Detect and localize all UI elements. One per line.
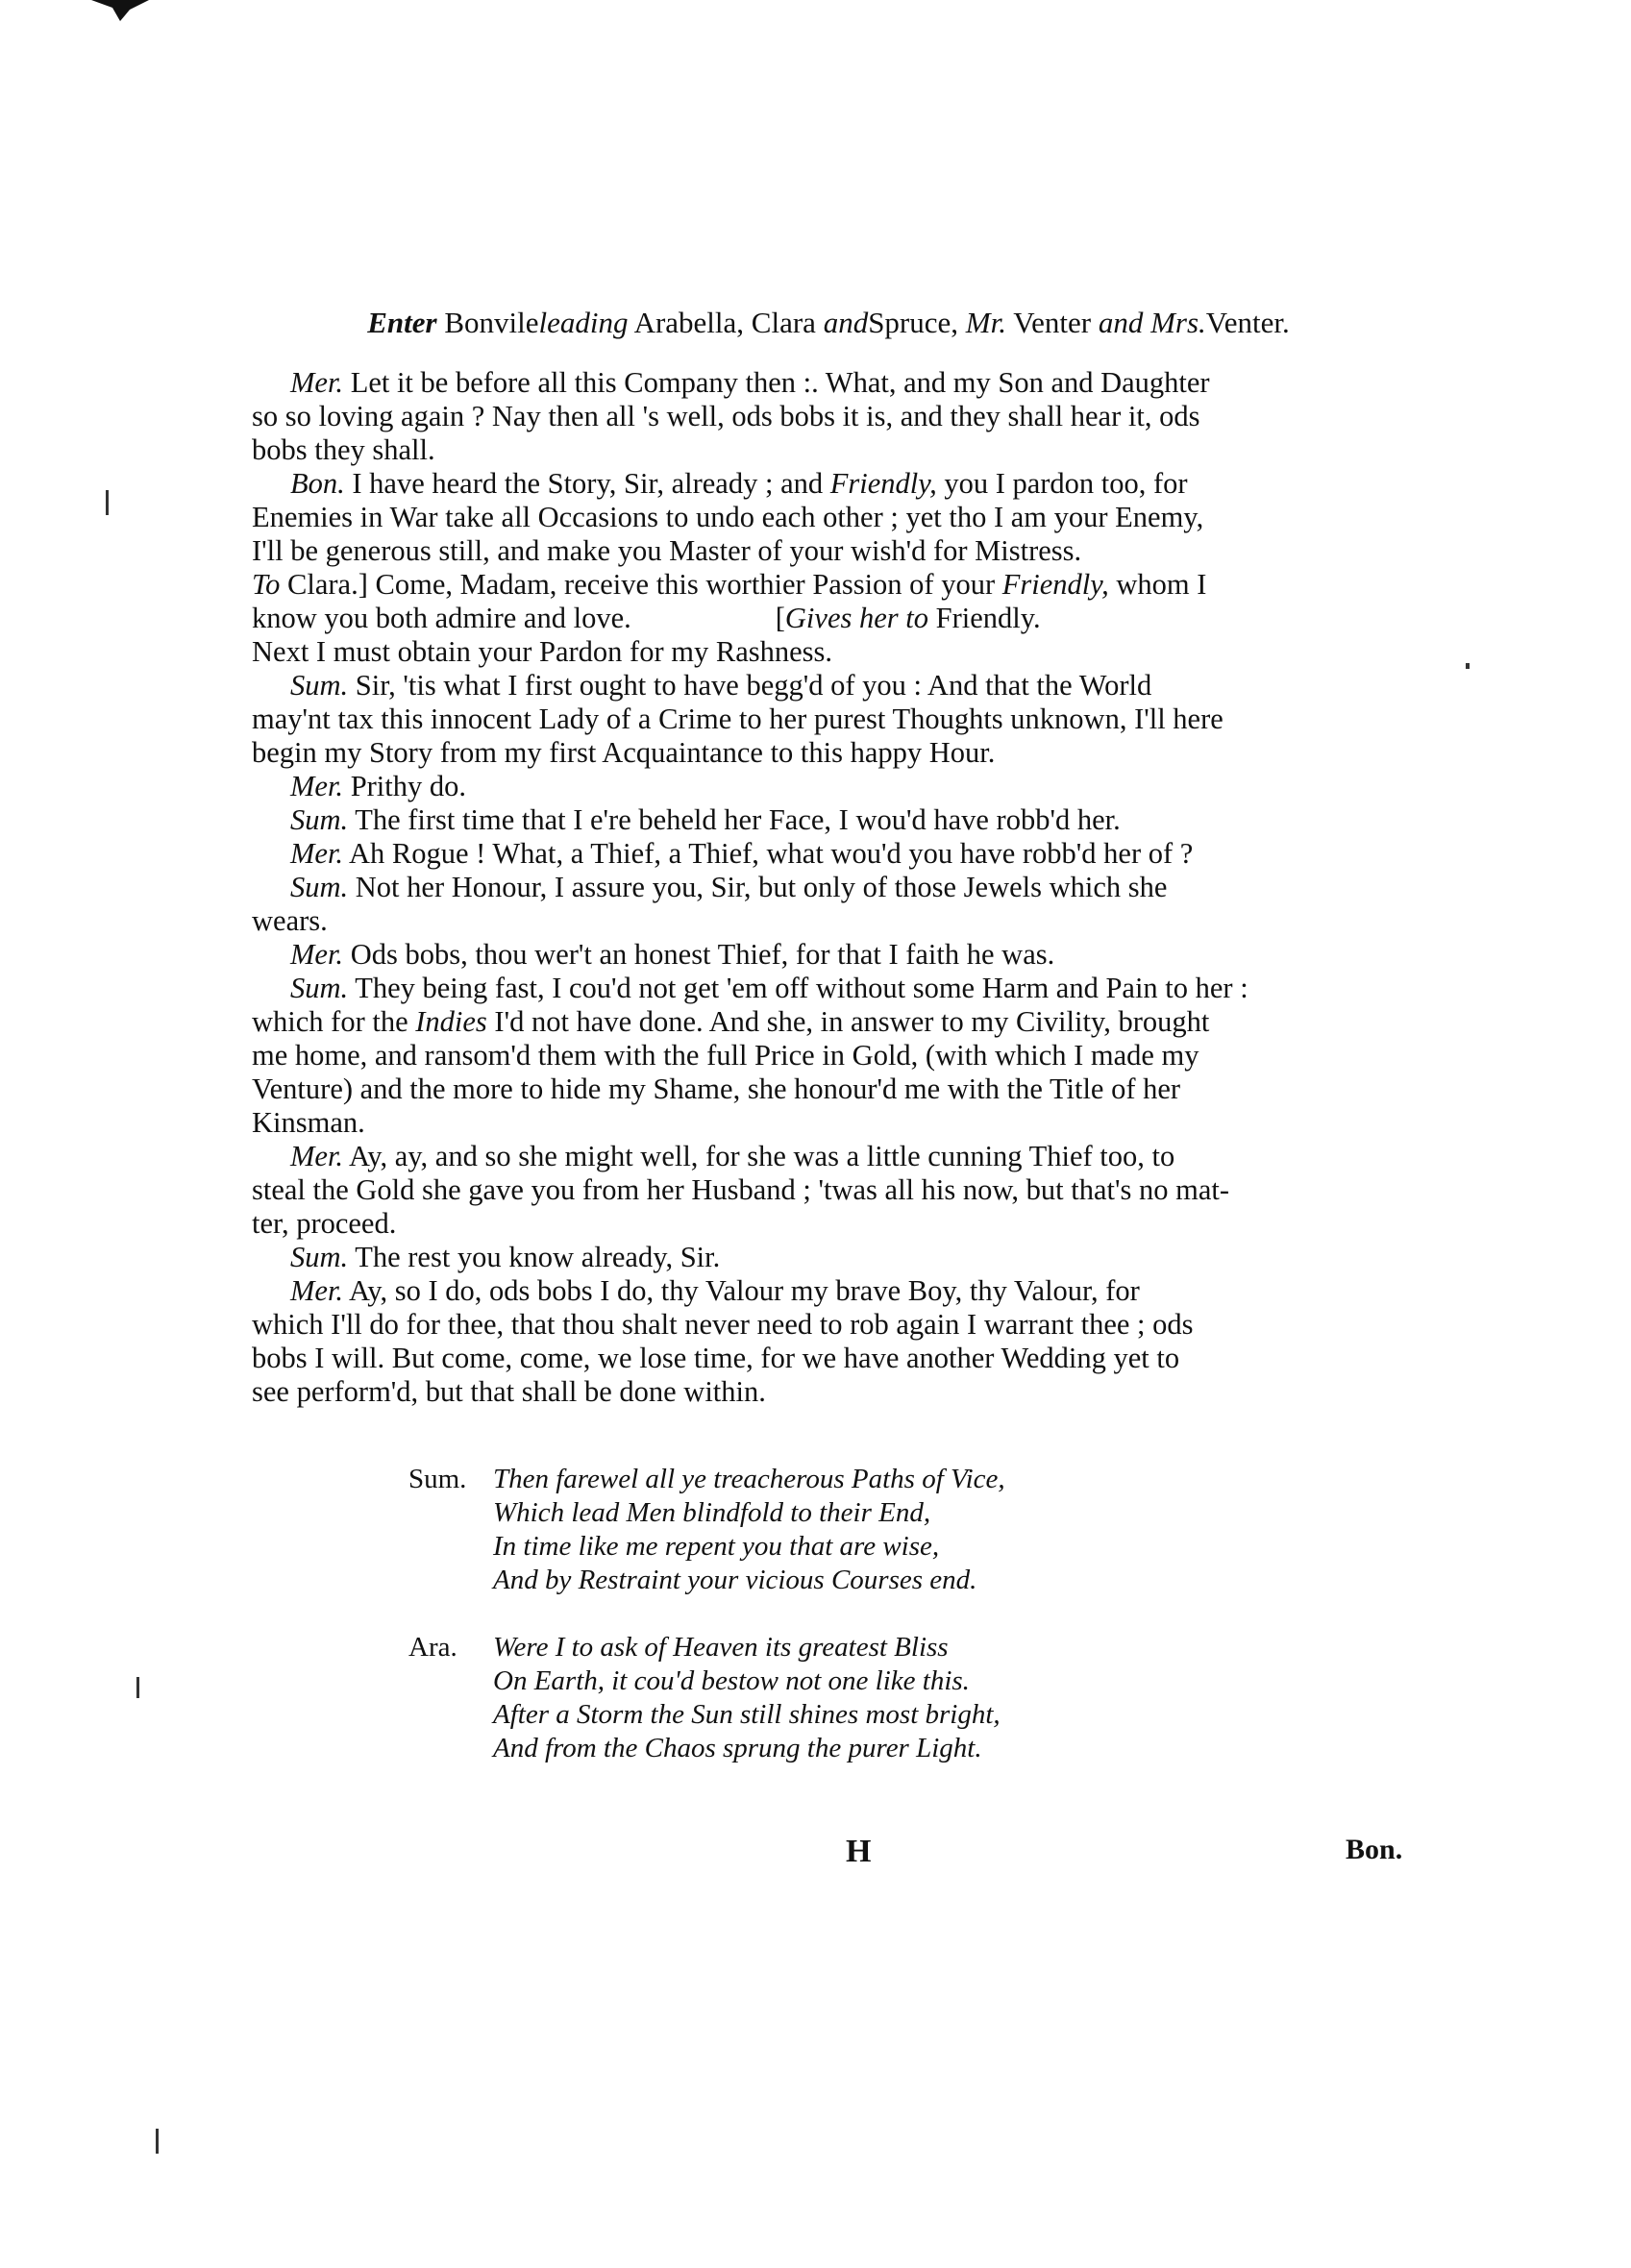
text-line [252, 501, 1405, 534]
text-line [252, 1375, 1405, 1409]
sd-mrs: Mrs. [1150, 306, 1206, 339]
speaker-label: Sum. [290, 972, 349, 1004]
stage-aside: Clara.] [280, 568, 368, 601]
verse-line: On Earth, it cou'd bestow not one like this. [493, 1665, 970, 1696]
text-line [252, 635, 1405, 669]
speech-text: Ay, ay, and so she might well, for she was a little cunning Thief too, to [343, 1140, 1175, 1172]
speech-text: I'll be generous still, and make you Master of your wish'd for Mistress. [252, 534, 1082, 567]
sd-leading: leading [538, 306, 629, 339]
speech-text: Ods bobs, thou wer't an honest Thief, for that I faith he was. [343, 938, 1055, 971]
text-line [252, 534, 1405, 568]
speech-text: Indies [415, 1005, 487, 1038]
sd-bonvile: Bonvile [444, 306, 539, 339]
sd-arabella: Arabella, [633, 306, 745, 339]
speaker-label: Mer. [290, 938, 344, 971]
text-line [252, 602, 1405, 635]
text-line [252, 1005, 1405, 1039]
text-line [252, 904, 1405, 938]
song-verse [493, 1463, 1166, 1597]
text-line [252, 1072, 1405, 1106]
sd-spruce: Spruce, [868, 306, 959, 339]
text-line [252, 1106, 1405, 1140]
sd-and2: and [1098, 306, 1144, 339]
sd-enter: Enter [367, 306, 437, 339]
text-line [252, 803, 1405, 837]
speech-text: wears. [252, 904, 328, 937]
speaker-label: Sum. [290, 1241, 349, 1273]
text-line [252, 1173, 1405, 1207]
stage-aside: [ [775, 602, 785, 634]
text-line [252, 1039, 1405, 1072]
speech-text: which for the [252, 1005, 416, 1038]
stage-aside: Gives her to [784, 602, 928, 634]
speaker-label: Sum. [290, 669, 349, 702]
speech-text: so so loving again ? Nay then all 's well, ods bobs it is, and they shall hear it, ods [252, 400, 1200, 432]
speech-text: steal the Gold she gave you from her Husband ; 'twas all his now, but that's no mat- [252, 1173, 1230, 1206]
text-line [252, 669, 1405, 703]
text-line [252, 1241, 1405, 1274]
speech-text: may'nt tax this innocent Lady of a Crime to her purest Thoughts unknown, I'll here [252, 703, 1223, 735]
speech-text: Next I must obtain your Pardon for my Rashness. [252, 635, 832, 668]
speaker-label: Mer. [290, 366, 344, 399]
speech-text: know you both admire and love. [252, 602, 631, 634]
speech-text: Kinsman. [252, 1106, 365, 1139]
sd-and: and [823, 306, 869, 339]
catchword: Bon. [1346, 1834, 1403, 1865]
song-speaker: Sum. [408, 1464, 467, 1494]
speech-text: Ay, so I do, ods bobs I do, thy Valour my brave Boy, thy Valour, for [343, 1274, 1140, 1307]
speech-text: Let it be before all this Company then :. What, and my Son and Daughter [343, 366, 1210, 399]
text-line [252, 1342, 1405, 1375]
text-line [252, 433, 1405, 467]
sd-mr: Mr. [965, 306, 1006, 339]
text-line [252, 1140, 1405, 1173]
sd-venter2: Venter. [1205, 306, 1290, 339]
speech-text: see perform'd, but that shall be done within. [252, 1375, 766, 1408]
speech-text: They being fast, I cou'd not get 'em off without some Harm and Pain to her : [348, 972, 1248, 1004]
scan-speck [156, 2129, 159, 2154]
verse-line: And by Restraint your vicious Courses end. [493, 1565, 977, 1595]
text-line [252, 736, 1405, 770]
text-line [252, 938, 1405, 972]
speaker-label: Bon. [290, 467, 345, 500]
speaker-label: Sum. [290, 803, 349, 836]
speech-text: The rest you know already, Sir. [348, 1241, 721, 1273]
text-line [252, 400, 1405, 433]
text-line [252, 1207, 1405, 1241]
speech-text: which I'll do for thee, that thou shalt never need to rob again I warrant thee ; ods [252, 1308, 1194, 1341]
speaker-label: Sum. [290, 871, 349, 903]
stage-aside: Friendly. [927, 602, 1041, 634]
text-line [252, 770, 1405, 803]
corner-arrow-mark [91, 0, 149, 21]
play-text [252, 306, 1405, 1409]
speech-text: whom I [1108, 568, 1207, 601]
text-line [252, 837, 1405, 871]
text-line [252, 871, 1405, 904]
scan-speck [106, 490, 109, 515]
speech-text: The first time that I e're beheld her Face, I wou'd have robb'd her. [348, 803, 1121, 836]
text-line [252, 1274, 1405, 1308]
stage-aside: To [252, 568, 281, 601]
song-verse [493, 1631, 1166, 1765]
speech-text: me home, and ransom'd them with the full Price in Gold, (with which I made my [252, 1039, 1199, 1072]
scan-speck [1466, 663, 1470, 669]
speaker-label: Mer. [290, 837, 344, 870]
speech-text: Friendly, [829, 467, 937, 500]
speech-text: Enemies in War take all Occasions to undo each other ; yet tho I am your Enemy, [252, 501, 1204, 533]
speech-text: begin my Story from my first Acquaintance to this happy Hour. [252, 736, 996, 769]
speech-text: I have heard the Story, Sir, already ; and [344, 467, 830, 500]
text-line [252, 568, 1405, 602]
speech-text: Venture) and the more to hide my Shame, she honour'd me with the Title of her [252, 1072, 1181, 1105]
speech-text: I'd not have done. And she, in answer to my Civility, brought [486, 1005, 1210, 1038]
speech-text: Sir, 'tis what I first ought to have begg'd of you : And that the World [348, 669, 1152, 702]
text-line [252, 467, 1405, 501]
verse-line: In time like me repent you that are wise, [493, 1531, 940, 1562]
speech-text: you I pardon too, for [936, 467, 1188, 500]
speech-text: Come, Madam, receive this worthier Passion of your [367, 568, 1002, 601]
text-line [252, 972, 1405, 1005]
speech-text: ter, proceed. [252, 1207, 397, 1240]
speaker-label: Mer. [290, 1274, 344, 1307]
verse-line: Then farewel all ye treacherous Paths of Vice, [493, 1464, 1005, 1494]
speaker-label: Mer. [290, 1140, 344, 1172]
speech-text: bobs they shall. [252, 433, 435, 466]
song-speaker: Ara. [408, 1632, 457, 1663]
speaker-label: Mer. [290, 770, 344, 802]
sd-clara: Clara [751, 306, 816, 339]
verse-line: Which lead Men blindfold to their End, [493, 1497, 931, 1528]
text-line [252, 703, 1405, 736]
text-line [252, 366, 1405, 400]
scan-speck [136, 1677, 139, 1698]
sd-venter: Venter [1013, 306, 1092, 339]
speech-text: Prithy do. [343, 770, 467, 802]
speech-text: bobs I will. But come, come, we lose time, for we have another Wedding yet to [252, 1342, 1180, 1374]
speech-text: Ah Rogue ! What, a Thief, a Thief, what wou'd you have robb'd her of ? [343, 837, 1194, 870]
signature-mark: H [846, 1834, 872, 1869]
verse-line: After a Storm the Sun still shines most bright, [493, 1699, 1001, 1730]
speech-text: Not her Honour, I assure you, Sir, but only of those Jewels which she [348, 871, 1168, 903]
stage-direction [252, 306, 1405, 339]
verse-line: And from the Chaos sprung the purer Light. [493, 1733, 982, 1763]
text-line [252, 1308, 1405, 1342]
verse-line: Were I to ask of Heaven its greatest Bliss [493, 1632, 949, 1663]
speech-text: Friendly, [1001, 568, 1109, 601]
